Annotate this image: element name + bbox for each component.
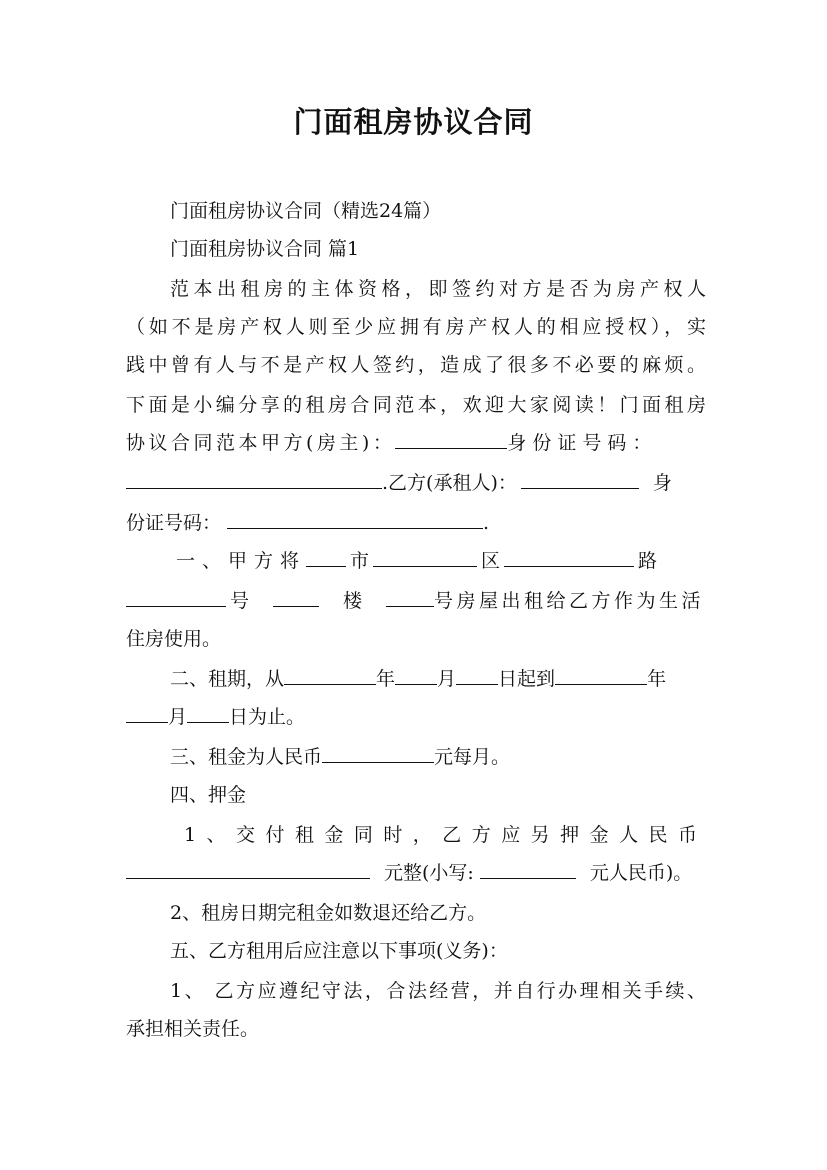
building-blank	[273, 588, 319, 607]
tenant-id-blank	[227, 510, 483, 529]
road-label: 路	[638, 550, 658, 572]
deposit-line: 1、交付租金同时，乙方应另押金人民币	[184, 824, 706, 846]
clause-one-line-2	[126, 588, 706, 614]
end-month-label: 月	[168, 706, 188, 728]
rent-amount-blank	[322, 744, 434, 763]
tenant-line	[126, 470, 706, 496]
start-day-blank	[456, 666, 498, 685]
building-label: 楼	[343, 590, 363, 612]
city-label: 市	[350, 550, 370, 572]
clause-five-heading: 五、乙方租用后应注意以下事项(义务)：	[170, 940, 508, 962]
clause-five-item-one-cont: 承担相关责任。	[126, 1018, 260, 1040]
landlord-line	[126, 430, 706, 456]
end-month-blank	[126, 704, 168, 723]
city-blank	[306, 548, 346, 567]
subtitle-line: 门面租房协议合同（精选24篇）	[170, 200, 442, 222]
clause-two-line-2	[126, 704, 706, 730]
deposit-refund-line: 2、租房日期完租金如数退还给乙方。	[170, 902, 487, 924]
district-blank	[373, 548, 477, 567]
tenant-id-line	[126, 510, 706, 536]
deposit-amount-line	[126, 860, 706, 886]
clause-five-item-one: 1、 乙方应遵纪守法，合法经营，并自行办理相关手续、	[170, 980, 706, 1002]
term-label: 二、租期，从	[170, 668, 285, 690]
clause-four-heading: 四、押金	[170, 784, 247, 806]
deposit-amount-blank	[126, 860, 370, 879]
room-blank	[386, 588, 434, 607]
rent-unit-label: 元每月。	[434, 746, 511, 768]
end-year-label: 年	[647, 668, 667, 690]
rent-label: 三、租金为人民币	[170, 746, 323, 768]
tenant-id-label: 份证号码：	[126, 512, 222, 534]
deposit-whole-label: 元整(小写:	[384, 862, 474, 884]
tenant-label: .乙方(承租人)：	[382, 472, 517, 494]
deposit-small-blank	[480, 860, 576, 879]
deposit-rmb-label: 元人民币)。	[589, 862, 693, 884]
until-label: 日起到	[498, 668, 556, 690]
start-month-blank	[395, 666, 437, 685]
id-label-part: 身	[652, 472, 672, 494]
road-blank	[504, 548, 634, 567]
document-title: 门面租房协议合同	[293, 105, 534, 139]
clause-one-line	[176, 548, 756, 574]
year-label: 年	[376, 668, 396, 690]
landlord-label: 协议合同范本甲方(房主)：	[126, 432, 396, 454]
landlord-id-blank	[126, 470, 382, 489]
clause-three-line	[170, 744, 706, 770]
tenant-name-blank	[521, 470, 639, 489]
landlord-name-blank	[395, 430, 507, 449]
end-label: 日为止。	[229, 706, 306, 728]
clause-two-line	[170, 666, 706, 692]
period: .	[483, 512, 490, 534]
paragraph-line: （如不是房产权人则至少应拥有房产权人的相应授权），实	[126, 316, 706, 338]
room-purpose-text: 号房屋出租给乙方作为生活	[434, 590, 705, 612]
paragraph-line: 范本出租房的主体资格，即签约对方是否为房产权人	[170, 278, 706, 300]
section-heading: 门面租房协议合同 篇1	[170, 238, 360, 260]
end-year-blank	[555, 666, 647, 685]
start-year-blank	[284, 666, 376, 685]
clause-one-line-3: 住房使用。	[126, 628, 222, 650]
id-number-label: 身份证号码：	[507, 432, 658, 454]
number-blank	[126, 588, 226, 607]
paragraph-line: 下面是小编分享的租房合同范本，欢迎大家阅读！门面租房	[126, 394, 706, 416]
month-label: 月	[437, 668, 457, 690]
number-label: 号	[230, 590, 250, 612]
paragraph-line: 践中曾有人与不是产权人签约，造成了很多不必要的麻烦。	[126, 354, 706, 376]
district-label: 区	[481, 550, 501, 572]
end-day-blank	[187, 704, 229, 723]
clause-one-label: 一、甲方将	[176, 550, 307, 572]
